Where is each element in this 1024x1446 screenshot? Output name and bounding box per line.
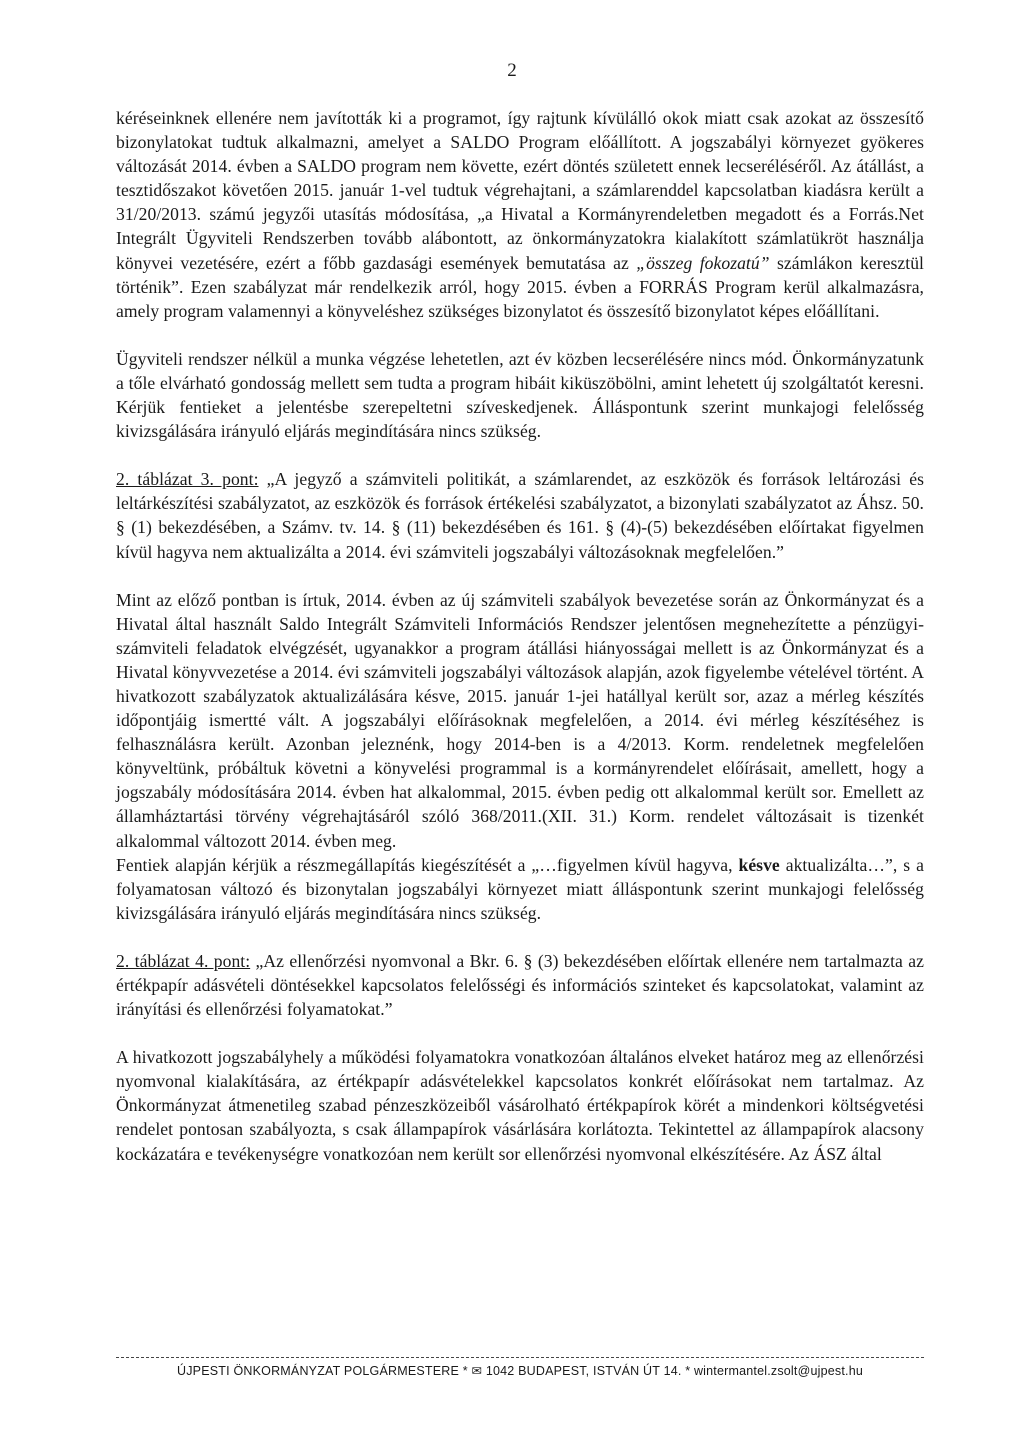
paragraph-1-text: kéréseinknek ellenére nem javították ki a programot, így rajtunk kívülálló okok miatt csak azokat az összesítő bizonylatokat tudtuk alkalmazni, amelyet a SALDO Program előállított. A jogszabályi környezet gyökeres változását 2014. évben a SALDO program nem követte, ezért döntés született ennek lecseréléséről. Az átállást, a tesztidőszakot követően 2015. január 1-vel tudtuk végrehajtani, a számlarenddel kapcsolatban kiadásra került a 31/20/2013. számú jegyzői utasítás módosítása, „a Hivatal a Kormányrendeletben megadott és a Forrás.Net Integrált Ügyviteli Rendszerben tovább alábontott, az önkormányzatokra kialakított számlatükröt használja könyvei vezetésére, ezért a főbb gazdasági események bemutatása az [116,108,924,273]
paragraph-5-end: aktualizálta…”, s a folyamatosan változó és bizonytalan jogszabályi környezet miatt álláspontunk szerint munkajogi felelősség kivizsgálására irányuló eljárás megindítására nincs szükség. [116,854,924,923]
page-number: 2 [507,60,517,81]
paragraph-5-bold: késve [738,854,780,875]
paragraph-6-text: „Az ellenőrzési nyomvonal a Bkr. 6. § (3) bekezdésében előírtak ellenére nem tartalmazta az értékpapír adásvételi döntésekkel kapcsolatos felelősségi és információs szinteket és kapcsolatokat, valamint az irányítási és ellenőrzési folyamatokat.” [116,950,924,1020]
paragraph-1-end: számlákon keresztül történik”. Ezen szabályzat már rendelkezik arról, hogy 2015. évben a FORRÁS Program kerül alkalmazásra, amely program valamennyi a könyveléshez szükséges bizonylatot és összesítő bizonylatot képes előállítani. [116,252,924,321]
paragraph-3-text: „A jegyző a számviteli politikát, a számlarendet, az eszközök és források leltározási és leltárkészítési szabályzatot, az eszközök és források értékelési szabályzatot, a bizonylati szabályzatot az Áhsz. 50. § (1) bekezdésében, a Számv. tv. 14. § (11) bekezdésében és 161. § (4)-(5) bekezdésében előírtakat figyelmen kívül hagyva nem aktualizálta a 2014. évi számviteli jogszabályi változásoknak megfelelően.” [116,469,924,562]
paragraph-7: A hivatkozott jogszabályhely a működési folyamatokra vonatkozóan általános elveket határoz meg az ellenőrzési nyomvonal kialakítására, az értékpapír adásvételekkel kapcsolatos konkrét előírásokat nem tartalmaz. Az Önkormányzat átmenetileg szabad pénzeszközeiből vásárolható értékpapírok körét a mindenkori költségvetési rendelet pontosan szabályozta, s csak állampapírok vásárlására korlátozta. Tekintettel az állampapírok alacsony kockázatára e tevékenységre vonatkozóan nem került sor ellenőrzési nyomvonal elkészítésére. Az ÁSZ által [116,1047,924,1164]
paragraph-3-reference: 2. táblázat 3. pont: [116,469,259,490]
paragraph-6 [116,949,924,1021]
paragraph-6-reference: 2. táblázat 4. pont: [116,950,251,971]
document-body [116,106,924,1166]
paragraph-1-italic: „összeg fokozatú” [636,252,770,273]
paragraph-4: Mint az előző pontban is írtuk, 2014. évben az új számviteli szabályok bevezetése során az Önkormányzat és a Hivatal által használt Saldo Integrált Számviteli Információs Rendszer jelentősen megnehezítette a pénzügyi-számviteli feladatok elvégzését, ugyanakkor a program átállási hiányosságai mellett is az Önkormányzat és a Hivatal könyvvezetése a 2014. évi számviteli jogszabályi változások alapján, azok figyelembe vételével történt. A hivatkozott szabályzatok aktualizálására késve, 2015. január 1-jei hatállyal került sor, azaz a mérleg készítés időpontjáig ismertté vált. A jogszabályi előírásoknak megfelelően, a 2014. évi mérleg készítéséhez is felhasználásra került. Azonban jeleznénk, hogy 2014-ben is a 4/2013. Korm. rendeletnek megfelelően könyveltünk, próbáltuk követni a könyvelési programmal is a kormányrendelet előírásait, amellett, hogy a jogszabály módosítására 2014. évben hat alkalommal, 2015. évben pedig ott alkalommal került sor. Emellett az államháztartási törvény végrehajtásáról szóló 368/2011.(XII. 31.) Korm. rendelet változásait is tizenkét alkalommal változott 2014. évben meg. [116,589,924,851]
paragraph-5-text: Fentiek alapján kérjük a részmegállapítás kiegészítését a „…figyelmen kívül hagyva, [116,854,739,875]
paragraph-3 [116,467,924,563]
footer: ÚJPESTI ÖNKORMÁNYZAT POLGÁRMESTERE * ✉ 1042 BUDAPEST, ISTVÁN ÚT 14. * wintermantel.zsolt@ujpest.hu [176,1364,864,1378]
paragraph-5 [116,853,924,925]
footer-divider [116,1357,924,1358]
paragraph-1 [116,106,924,323]
paragraph-2: Ügyviteli rendszer nélkül a munka végzése lehetetlen, azt év közben lecserélésére nincs mód. Önkormányzatunk a tőle elvárható gondosság mellett sem tudta a program hibáit kiküszöbölni, amint lehetett új szolgáltatót keresni. Kérjük fentieket a jelentésbe szerepeltetni szíveskedjenek. Álláspontunk szerint munkajogi felelősség kivizsgálására irányuló eljárás megindítására nincs szükség. [116,348,924,442]
